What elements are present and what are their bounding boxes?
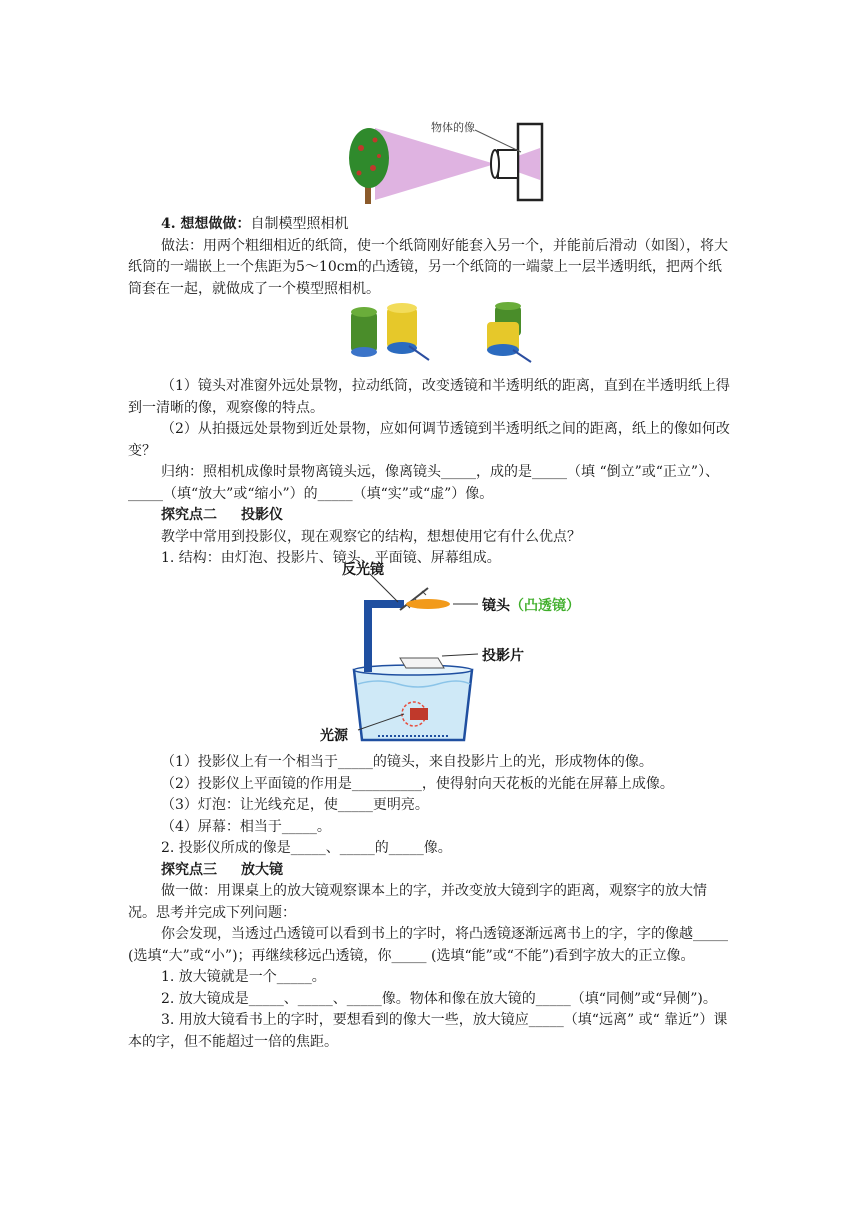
part-2-item-3: （3）灯泡：让光线充足，使_____更明亮。 [161,797,429,813]
method-paragraph: 做法：用两个粗细相近的纸筒，使一个纸筒刚好能套入另一个，并能前后滑动（如图），将大纸筒的一端嵌上一个焦距为5～10cm的凸透镜，另一个纸筒的一端蒙上一层半透明纸，把两个纸筒套在一起，就做成了一个模型照相机。 [128,237,728,297]
part-2-structure: 1. 结构：由灯泡、投影片、镜头、平面镜、屏幕组成。 [161,550,501,566]
summary-paragraph: 归纳：照相机成像时景物离镜头远，像离镜头_____，成的是_____（填 “倒立”或“正立”）、_____（填“放大”或“缩小”）的_____（填“实”或“虚”）像。 [128,464,720,502]
image-caption: 物体的像 [431,121,475,134]
light-source-label: 光源 [320,728,348,744]
heading-part-2: 探究点二 投影仪 [161,507,283,523]
lens-note: （凸透镜） [510,598,580,614]
svg-text:镜头（凸透镜） [482,597,580,614]
part-2-item-4: （4）屏幕：相当于_____。 [161,818,331,835]
camera-image-figure [335,118,550,208]
tube-pair-assembled [487,302,531,362]
part-3-intro: 做一做：用课桌上的放大镜观察课本上的字，并改变放大镜到字的距离，观察字的放大情况。思考并完成下列问题： [128,883,707,921]
part-3-finding: 你会发现，当透过凸透镜可以看到书上的字时，将凸透镜逐渐远离书上的字，字的像越_____ (选填“大”或“小”)；再继续移远凸透镜，你_____ (选填“能”或“不能”)看到字放大的正立像。 [128,926,728,964]
tube-pair-separate [351,303,429,360]
section-4 [128,214,732,300]
paper-tube-camera-figure [345,302,545,364]
part-3-item-3: 3. 用放大镜看书上的字时，要想看到的像大一些，放大镜应_____（填“远离” 或“ 靠近”）课本的字，但不能超过一倍的焦距。 [128,1012,728,1050]
slide-icon [400,658,444,668]
section-4-title: 4. 想想做做： [161,216,251,232]
lens-icon [406,599,450,609]
lens-label: 镜头 [482,598,510,614]
part-2-questions [128,752,732,1053]
mirror-label: 反光镜 [342,562,384,578]
camera-lens-icon [491,150,499,178]
section-4-questions [128,376,732,570]
part-2-item-5: 2. 投影仪所成的像是_____、_____的_____像。 [161,840,452,856]
question-1: （1）镜头对准窗外远处景物，拉动纸筒，改变透镜和半透明纸的距离，直到在半透明纸上得到一清晰的像，观察像的特点。 [128,378,730,416]
part-3-item-2: 2. 放大镜成是_____、_____、_____像。物体和像在放大镜的_____（填“同侧”或“异侧”)。 [161,990,717,1007]
question-2: （2）从拍摄远处景物到近处景物，应如何调节透镜到半透明纸之间的距离，纸上的像如何改变？ [128,421,730,459]
part-2-item-2: （2）投影仪上平面镜的作用是__________，使得射向天花板的光能在屏幕上成像。 [161,775,674,792]
part-2-item-1: （1）投影仪上有一个相当于_____的镜头，来自投影片上的光，形成物体的像。 [161,754,653,770]
slide-label: 投影片 [482,648,524,664]
tree-icon [349,128,389,188]
section-4-subtitle: 自制模型照相机 [250,216,349,232]
part-2-intro: 教学中常用到投影仪，现在观察它的结构，想想使用它有什么优点？ [161,528,581,545]
heading-part-3: 探究点三 放大镜 [161,861,283,878]
light-cone [375,128,495,200]
projector-figure [318,560,580,746]
part-3-item-1: 1. 放大镜就是一个_____。 [161,969,326,985]
projector-arm [364,600,372,672]
